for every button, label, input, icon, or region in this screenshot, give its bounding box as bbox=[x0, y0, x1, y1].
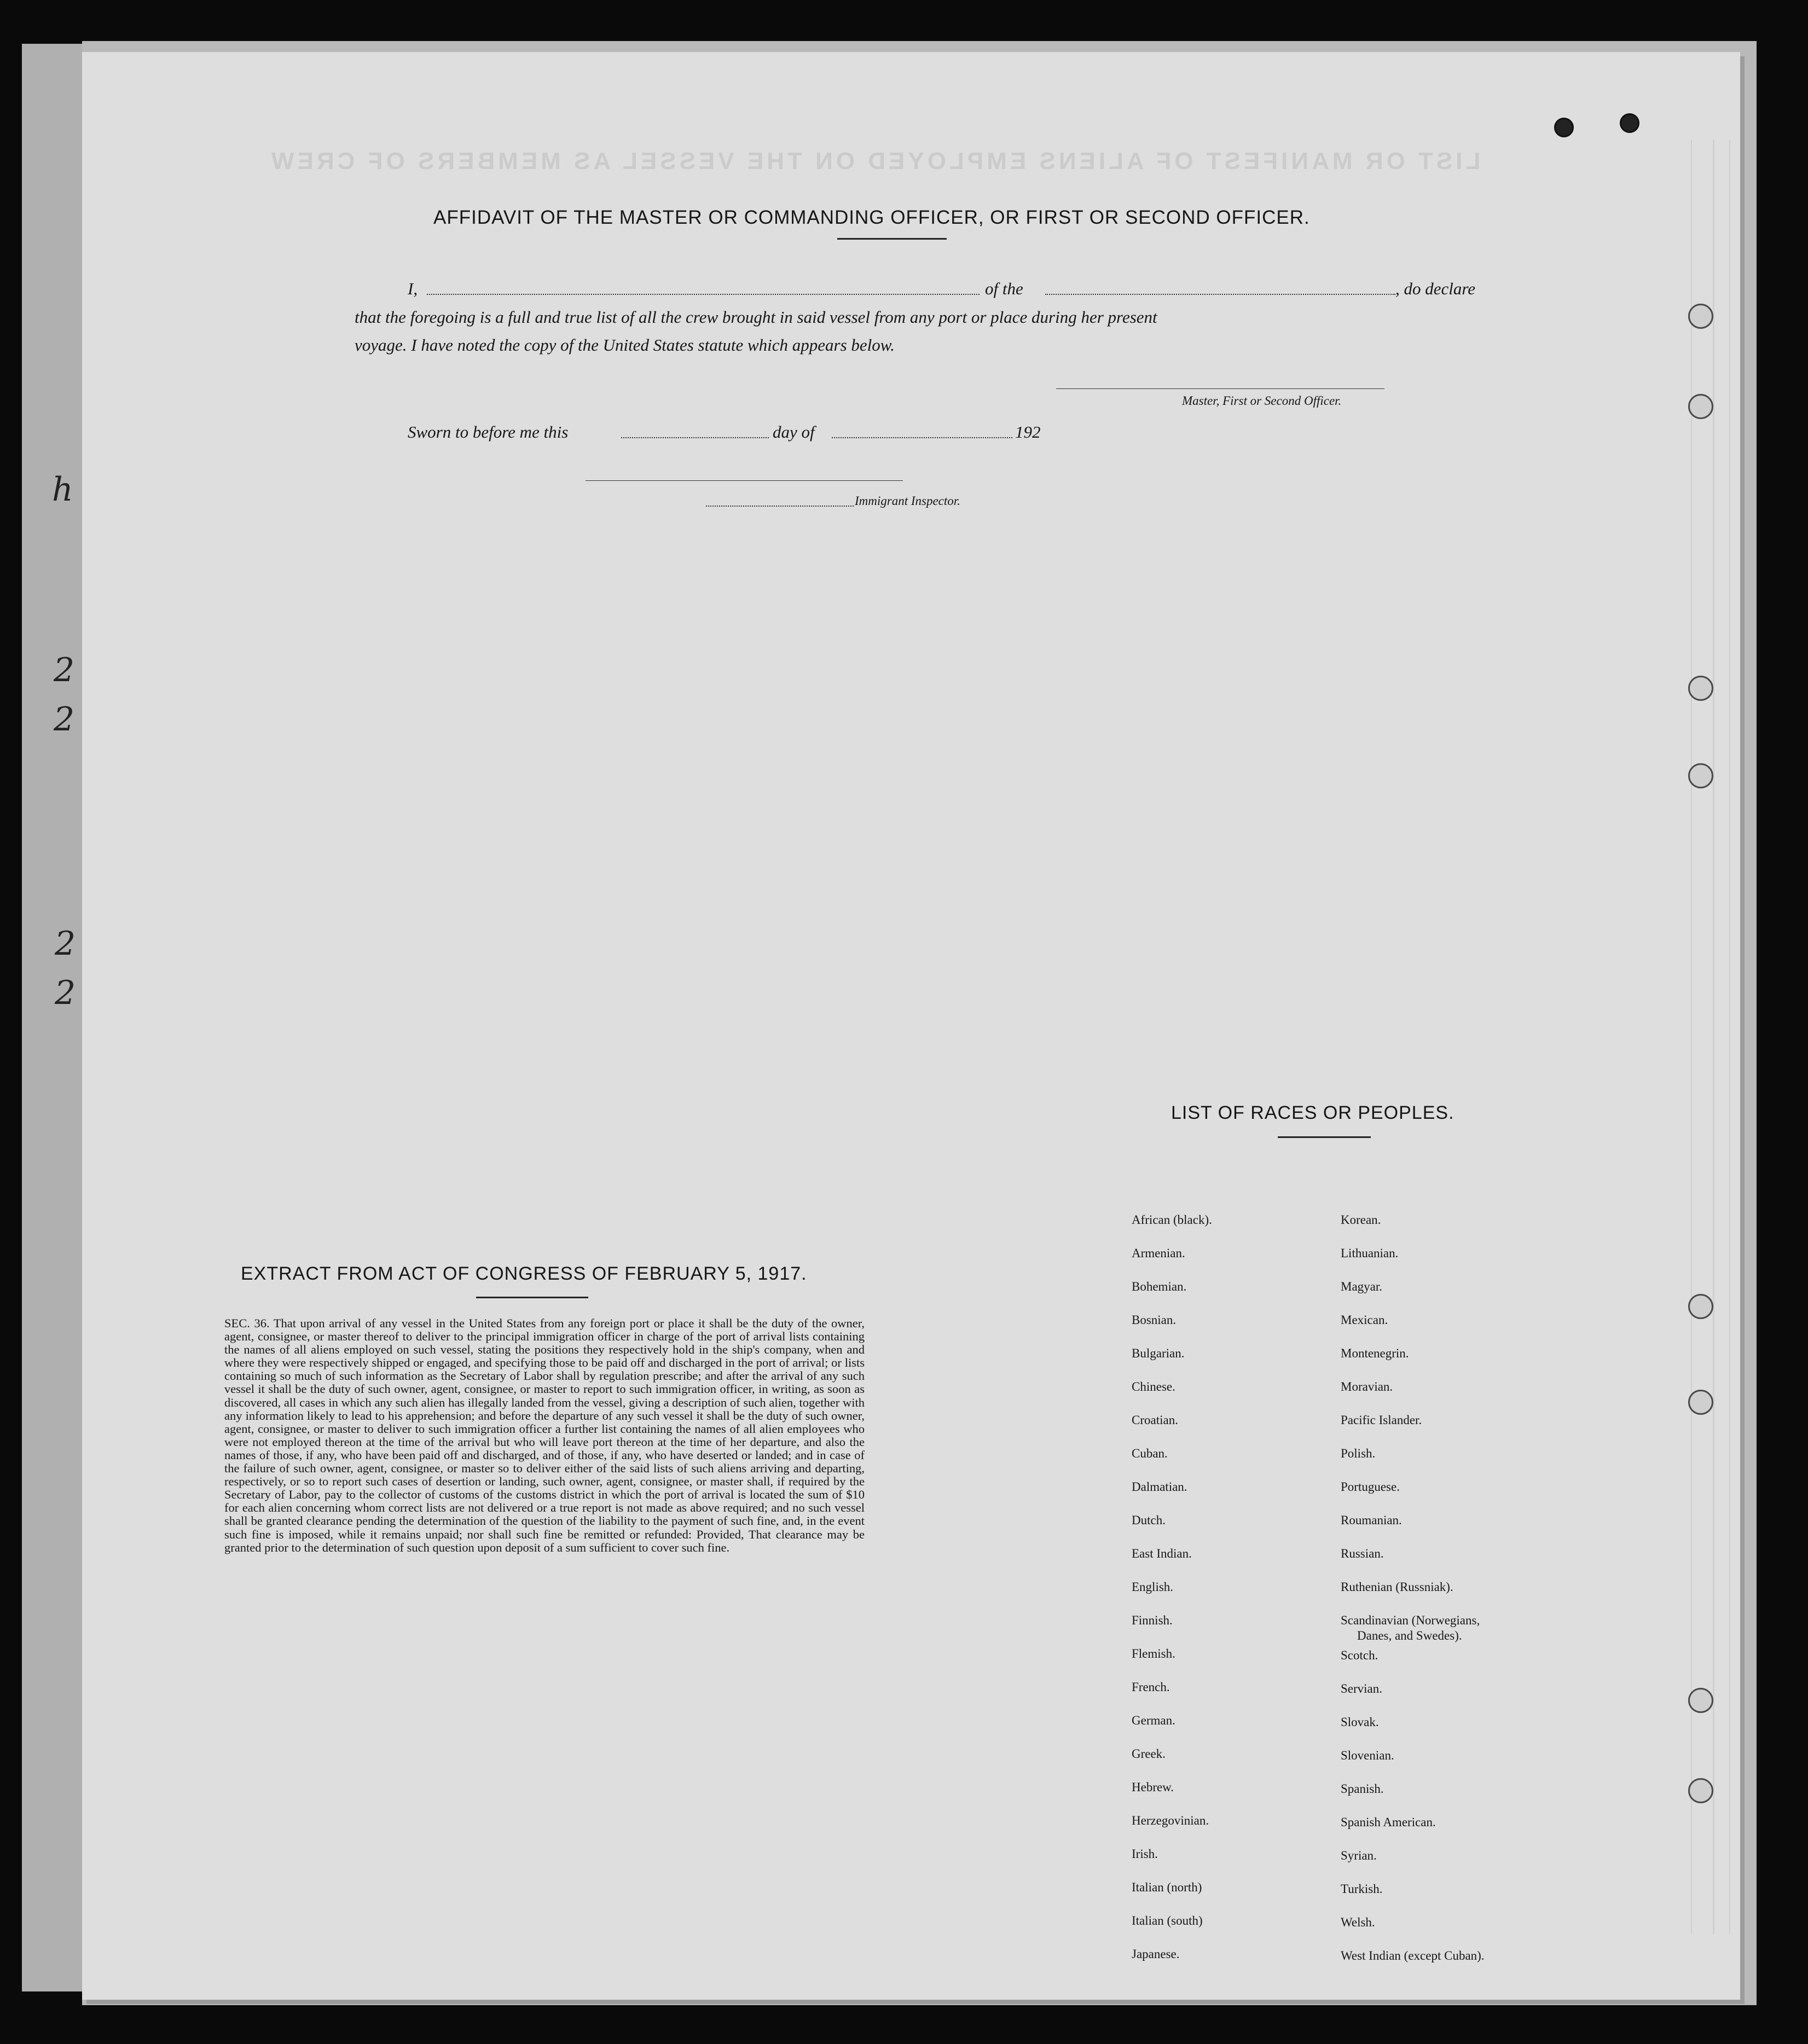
punch-hole bbox=[1688, 1778, 1713, 1803]
race-item: Polish. bbox=[1341, 1447, 1376, 1460]
race-item: Ruthenian (Russniak). bbox=[1341, 1580, 1453, 1594]
race-item: French. bbox=[1132, 1680, 1170, 1694]
margin-tick-mark: h bbox=[52, 471, 73, 509]
race-item: Armenian. bbox=[1132, 1246, 1185, 1260]
race-item: Bosnian. bbox=[1132, 1313, 1177, 1327]
race-item: Irish. bbox=[1132, 1847, 1158, 1861]
race-item: Welsh. bbox=[1341, 1915, 1375, 1929]
race-item: Moravian. bbox=[1341, 1380, 1393, 1393]
bleed-through-rule bbox=[1729, 140, 1730, 1934]
race-item: Croatian. bbox=[1132, 1413, 1178, 1427]
punch-hole bbox=[1620, 113, 1639, 133]
race-item: Korean. bbox=[1341, 1213, 1381, 1227]
affidavit-line3: voyage. I have noted the copy of the United States statute which appears below. bbox=[355, 335, 895, 355]
race-item: Slovenian. bbox=[1341, 1749, 1394, 1762]
master-signature-caption: Master, First or Second Officer. bbox=[1182, 394, 1342, 408]
race-item: Chinese. bbox=[1132, 1380, 1175, 1393]
race-item: English. bbox=[1132, 1580, 1174, 1594]
margin-tick-mark: 2 bbox=[54, 651, 75, 689]
race-item: Danes, and Swedes). bbox=[1357, 1629, 1462, 1642]
punch-hole bbox=[1688, 676, 1713, 701]
race-item: Slovak. bbox=[1341, 1715, 1379, 1729]
punch-hole bbox=[1688, 1688, 1713, 1713]
races-heading: LIST OF RACES OR PEOPLES. bbox=[1171, 1102, 1454, 1123]
race-item: Roumanian. bbox=[1341, 1513, 1402, 1527]
race-item: Spanish. bbox=[1341, 1782, 1384, 1796]
race-item: Finnish. bbox=[1132, 1613, 1173, 1627]
punch-hole bbox=[1688, 1294, 1713, 1319]
bleed-through-title: LIST OR MANIFEST OF ALIENS EMPLOYED ON THE VESSEL AS MEMBERS OF CREW bbox=[268, 148, 1481, 175]
margin-tick-mark: 2 bbox=[54, 700, 75, 739]
sworn-day-label: day of bbox=[773, 422, 815, 442]
affidavit-line2: that the foregoing is a full and true list of all the crew brought in said vessel from any port or place during her present bbox=[355, 307, 1157, 327]
inspector-signature-line[interactable] bbox=[586, 480, 903, 481]
race-item: Herzegovinian. bbox=[1132, 1814, 1209, 1827]
race-item: Flemish. bbox=[1132, 1647, 1175, 1660]
inspector-caption: Immigrant Inspector. bbox=[855, 494, 960, 508]
race-item: Hebrew. bbox=[1132, 1780, 1174, 1794]
race-item: Cuban. bbox=[1132, 1447, 1168, 1460]
race-item: Dutch. bbox=[1132, 1513, 1166, 1527]
race-item: German. bbox=[1132, 1714, 1175, 1727]
race-item: Lithuanian. bbox=[1341, 1246, 1399, 1260]
punch-hole bbox=[1688, 304, 1713, 329]
races-heading-rule bbox=[1278, 1136, 1371, 1138]
race-item: Scandinavian (Norwegians, bbox=[1341, 1613, 1480, 1627]
sworn-year: 192 bbox=[1015, 422, 1041, 442]
punch-hole bbox=[1688, 394, 1713, 419]
race-item: Dalmatian. bbox=[1132, 1480, 1187, 1494]
affidavit-line1-mid: of the bbox=[985, 279, 1023, 298]
race-item: Montenegrin. bbox=[1341, 1346, 1409, 1360]
race-item: African (black). bbox=[1132, 1213, 1212, 1227]
sworn-month-blank[interactable] bbox=[832, 437, 1012, 438]
race-item: Italian (north) bbox=[1132, 1880, 1202, 1894]
race-item: Mexican. bbox=[1341, 1313, 1388, 1327]
extract-text: SEC. 36. That upon arrival of any vessel in the United States from any foreign port or place it shall be the duty of the owner, agent, consignee, or master thereof to deliver to the principal immigration officer in charge of the port of arrival lists containing the names of all aliens employed on such vessel, stating the positions they respectively hold in the ship's company, when and where they were respectively shipped or engaged, and specifying those to be paid off and discharged in the port of arrival; or lists containing so much of such information as the Secretary of Labor shall by regulation prescribe; and after the arrival of any such vessel it shall be the duty of such owner, agent, consignee, or master to report to such immigration officer, in writing, as soon as discovered, all cases in which any such alien has illegally landed from the vessel, giving a description of such alien, together with any information likely to lead to his apprehension; and before the departure of any such vessel it shall be the duty of such owner, agent, consignee, or master to deliver to such immigration officer a further list containing the names of all alien employees who were not employed thereon at the time of the arrival but who will leave port thereon at the time of her departure, and also the names of those, if any, who have been paid off and discharged, and of those, if any, who have deserted or landed; and in case of the failure of such owner, agent, consignee, or master so to deliver either of the said lists of such aliens arriving and departing, respectively, or so to report such cases of desertion or landing, such owner, agent, consignee, or master shall, if required by the Secretary of Labor, pay to the collector of customs of the customs district in which the port of arrival is located the sum of $10 for each alien concerning whom correct lists are not delivered or a true report is not made as above required; and no such vessel shall be granted clearance pending the determination of the question of the liability to the payment of such fine, and, in the event such fine is imposed, while it remains unpaid; nor shall such fine be remitted or refunded: Provided, That clearance may be granted prior to the determination of such question upon deposit of a sum sufficient to cover such fine. bbox=[224, 1316, 865, 1554]
underlying-page-edge bbox=[22, 44, 82, 1991]
extract-heading-rule bbox=[476, 1297, 588, 1298]
race-item: Bohemian. bbox=[1132, 1280, 1187, 1293]
race-item: Spanish American. bbox=[1341, 1815, 1436, 1829]
race-item: Russian. bbox=[1341, 1547, 1384, 1560]
punch-hole bbox=[1554, 118, 1574, 137]
race-item: West Indian (except Cuban). bbox=[1341, 1949, 1485, 1962]
affidavit-vessel-blank[interactable] bbox=[1045, 294, 1395, 295]
punch-hole bbox=[1688, 763, 1713, 788]
inspector-name-blank[interactable] bbox=[706, 506, 854, 507]
race-item: Pacific Islander. bbox=[1341, 1413, 1422, 1427]
race-item: Bulgarian. bbox=[1132, 1346, 1185, 1360]
race-item: Scotch. bbox=[1341, 1648, 1378, 1662]
affidavit-line1-end: , do declare bbox=[1395, 279, 1476, 298]
race-item: Greek. bbox=[1132, 1747, 1166, 1761]
race-item: Magyar. bbox=[1341, 1280, 1383, 1293]
race-item: Syrian. bbox=[1341, 1849, 1377, 1862]
margin-tick-mark: 2 bbox=[55, 974, 76, 1012]
margin-tick-mark: 2 bbox=[55, 925, 76, 963]
race-item: Japanese. bbox=[1132, 1947, 1180, 1961]
extract-heading: EXTRACT FROM ACT OF CONGRESS OF FEBRUARY 5, 1917. bbox=[241, 1263, 807, 1284]
race-item: Italian (south) bbox=[1132, 1914, 1203, 1927]
sworn-day-blank[interactable] bbox=[621, 437, 769, 438]
affidavit-name-blank[interactable] bbox=[427, 294, 980, 295]
affidavit-heading-rule bbox=[837, 238, 947, 240]
punch-hole bbox=[1688, 1390, 1713, 1415]
race-item: Servian. bbox=[1341, 1682, 1383, 1695]
sworn-prefix: Sworn to before me this bbox=[408, 422, 569, 442]
master-signature-line[interactable] bbox=[1056, 388, 1384, 389]
affidavit-heading: AFFIDAVIT OF THE MASTER OR COMMANDING OFFICER, OR FIRST OR SECOND OFFICER. bbox=[433, 207, 1310, 228]
race-item: Portuguese. bbox=[1341, 1480, 1400, 1494]
affidavit-line1-prefix: I, bbox=[408, 279, 418, 298]
race-item: East Indian. bbox=[1132, 1547, 1192, 1560]
race-item: Turkish. bbox=[1341, 1882, 1383, 1896]
manifest-sheet bbox=[82, 52, 1740, 2000]
